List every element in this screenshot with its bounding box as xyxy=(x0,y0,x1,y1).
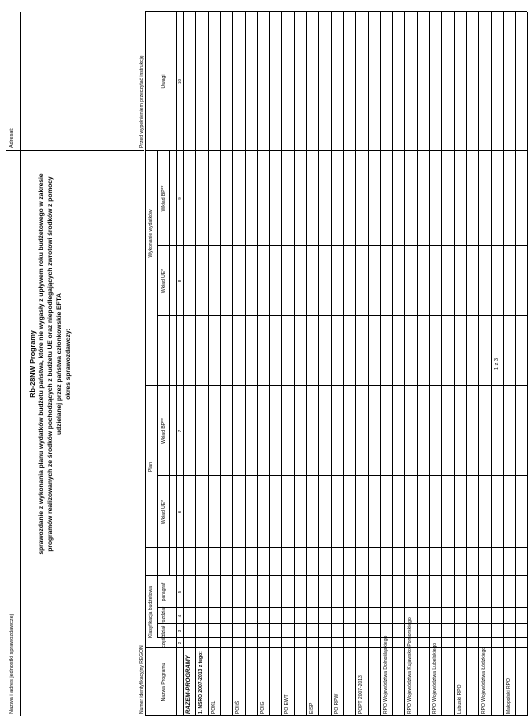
table-row-line xyxy=(441,12,442,716)
reporting-period: okres sprawozdawczy: xyxy=(65,328,72,400)
header-row xyxy=(6,12,21,716)
table-row-label: PO RPW xyxy=(333,693,340,714)
table-row-line xyxy=(195,12,196,716)
table-row-line xyxy=(220,12,221,716)
table-row-label: RPO Województwa Lubelskiego xyxy=(432,642,438,714)
column-number: 2 xyxy=(176,641,182,645)
instruction-note: Przed wypełnieniem przeczytać instrukcję xyxy=(139,55,145,148)
table-row-line xyxy=(245,12,246,716)
table-row-line xyxy=(331,12,332,716)
regon-label: Numer identyfikacyjny REGON xyxy=(139,645,145,714)
table-row-label: RAZEM-PROGRAMY xyxy=(186,655,192,714)
table-col-line xyxy=(145,575,527,576)
table-row-line xyxy=(257,12,258,716)
table-row-label: POPT 2007-2013 xyxy=(358,675,365,714)
header-classification: Klasyfikacja budżetowa xyxy=(148,586,154,638)
column-number: 4 xyxy=(176,614,182,618)
table-row-line xyxy=(491,12,492,716)
table-row-line xyxy=(466,12,467,716)
table-row-label: EISP xyxy=(309,702,315,714)
table-row-line xyxy=(503,12,504,716)
table-row-line xyxy=(208,12,209,716)
header-divider xyxy=(6,150,144,151)
addressee-label: Adresat: xyxy=(9,127,15,148)
table-row-label: Lubuski RPO xyxy=(456,684,463,714)
header-remarks: Uwagi xyxy=(161,74,167,89)
header-execution: Wykonanie wydatków xyxy=(148,209,154,258)
header-paragraf: paragraf xyxy=(161,582,167,602)
table-row-line xyxy=(404,12,405,716)
header-sub-line xyxy=(157,151,158,638)
column-number: 3 xyxy=(176,629,182,633)
header-sub-line-2 xyxy=(169,151,170,576)
column-number: 10 xyxy=(176,79,182,85)
table-row-label: RPO Województwa Dolnośląskiego xyxy=(382,635,389,714)
table-row-line xyxy=(183,12,184,716)
table-row-line xyxy=(380,12,381,716)
table-col-line xyxy=(157,315,527,316)
table-col-line xyxy=(157,607,527,608)
header-plan-bp: Wkład BP** xyxy=(161,418,167,444)
table-row-label: RPO Województwa Kujawsko-Pomorskiego xyxy=(407,617,414,714)
table-row-line xyxy=(269,12,270,716)
table-col-line xyxy=(145,547,527,548)
title-line-3: programów realizowanych ze środków pochodzących z budżetu UE oraz niepodlegających zwrotowi środków z pomocy xyxy=(47,176,54,552)
table-row-label: POIG xyxy=(259,701,266,714)
form-title xyxy=(28,12,73,716)
table-row-label: POKL xyxy=(210,700,217,714)
table-row-line xyxy=(294,12,295,716)
table-row-line xyxy=(281,12,282,716)
unit-name-label: Nazwa i adres jednostki sprawozdawczej xyxy=(9,614,15,714)
header-czesc: część xyxy=(161,635,167,648)
column-number: 6 xyxy=(176,510,182,514)
table-col-line xyxy=(145,715,527,716)
table-row-line xyxy=(515,12,516,716)
column-number: 8 xyxy=(176,279,182,283)
table-row-label: RPO Województwa Łódzkiego xyxy=(481,646,488,714)
table-row-line xyxy=(318,12,319,716)
table-top-line xyxy=(145,12,146,716)
table-col-line xyxy=(157,245,527,246)
header-exec-ue: Wkład UE* xyxy=(161,268,167,294)
table-col-line xyxy=(145,150,527,151)
table-row-line xyxy=(429,12,430,716)
table-col-line xyxy=(157,637,527,638)
table-row-line xyxy=(454,12,455,716)
header-plan: Plan xyxy=(148,462,154,473)
table-row-label: 1. NSRO 2007-2013 z tego: xyxy=(198,651,205,714)
table-row-line xyxy=(368,12,369,716)
column-number: 9 xyxy=(176,197,182,200)
column-number: 5 xyxy=(176,590,182,594)
table-row-label: POIiŚ xyxy=(235,700,242,714)
table-row-label: Małopolski RPO xyxy=(505,678,512,714)
table-col-line xyxy=(157,475,527,476)
header-rozdzial: rozdział xyxy=(161,606,167,624)
table-col-line xyxy=(145,11,527,12)
table-row-line xyxy=(392,12,393,716)
table-col-line xyxy=(157,623,527,624)
page-number: 1 z 3 xyxy=(494,358,500,370)
table-row-line xyxy=(343,12,344,716)
form-code: Rb-28NW Programy xyxy=(28,330,37,398)
header-exec-bp: Wkład BP** xyxy=(161,185,167,212)
table-row-line xyxy=(232,12,233,716)
table-col-line xyxy=(145,385,527,386)
form-sheet xyxy=(6,12,512,716)
table-row-line xyxy=(417,12,418,716)
table-col-line xyxy=(145,647,527,648)
table-row-label: PO EWT xyxy=(284,694,291,714)
table-row-line xyxy=(306,12,307,716)
table-row-line xyxy=(355,12,356,716)
column-number: 7 xyxy=(176,429,182,433)
header-plan-ue: Wkład UE* xyxy=(161,499,167,525)
title-line-2: sprawozdanie z wykonania planu wydatków budżetu państwa, które nie wygasły z upływem roku budżetowego w zakresie xyxy=(38,173,45,555)
header-dzial: dział xyxy=(161,625,167,637)
header-program-name: Nazwa Programu xyxy=(161,662,167,702)
title-line-4: udzielanej przez państwa członkowskie EFTA xyxy=(56,293,63,435)
table-row-line xyxy=(478,12,479,716)
